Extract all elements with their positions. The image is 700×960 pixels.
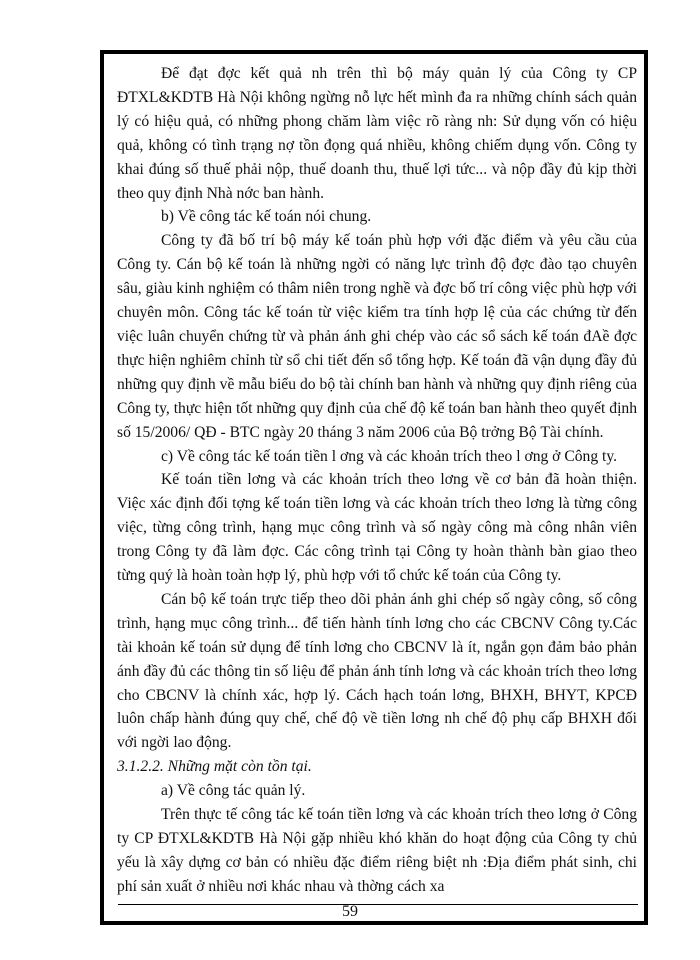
subsection-c-heading: c) Về công tác kế toán tiền l ơng và các khoản trích theo l ơng ở Công ty.	[161, 447, 618, 465]
paragraph-difficulties: Trên thực tế công tác kế toán tiền lơng và các khoản trích theo lơng ở Công ty CP ĐTXL&KDTB Hà Nội gặp nhiều khó khăn do hoạt động của Công ty chủ yếu là xây dựng cơ bản có nhiều đặc điểm riêng biệt nh :Địa điểm phát sinh, chi phí sản xuất ở nhiều nơi khác nhau và thờng cách xa	[117, 806, 637, 895]
document-body	[117, 62, 637, 899]
section-heading-shortcomings: 3.1.2.2. Những mặt còn tồn tại.	[117, 758, 312, 776]
paragraph-achievements: Để đạt đợc kết quả nh trên thì bộ máy quản lý của Công ty CP ĐTXL&KDTB Hà Nội không ngừng nỗ lực hết mình đa ra những chính sách quản lý có hiệu quả, có những phong chăm làm việc rõ ràng nh: Sử dụng vốn có hiệu quả, không có tình trạng nợ tồn đọng quá nhiều, không chiếm dụng vốn. Công ty khai đúng số thuế phải nộp, thuế doanh thu, thuế lợi tức... và nộp đầy đủ kịp thời theo quy định Nhà nớc ban hành.	[117, 65, 637, 202]
paragraph-accounting-general: Công ty đã bố trí bộ máy kế toán phù hợp với đặc điểm và yêu cầu của Công ty. Cán bộ kế toán là những ngời có năng lực trình độ đợc đào tạo chuyên sâu, giàu kinh nghiệm có thâm niên trong nghề và đợc bố trí công việc phù hợp với chuyên môn. Công tác kế toán từ việc kiểm tra tính hợp lệ của các chứng từ đến việc luân chuyển chứng từ và phản ánh ghi chép vào các sổ sách kế toán đAề đợc thực hiện nghiêm chỉnh từ sổ chi tiết đến sổ tổng hợp. Kế toán đã vận dụng đầy đủ những quy định về mẫu biểu do bộ tài chính ban hành và những quy định riêng của Công ty, thực hiện tốt những quy định của chế độ kế toán ban hành theo quyết định số 15/2006/ QĐ - BTC ngày 20 tháng 3 năm 2006 của Bộ trởng Bộ Tài chính.	[117, 232, 637, 441]
subsection-a-heading: a) Về công tác quản lý.	[161, 782, 306, 800]
subsection-b-heading: b) Về công tác kế toán nói chung.	[161, 208, 372, 226]
paragraph-accountant-duties: Cán bộ kế toán trực tiếp theo dõi phản ánh ghi chép số ngày công, số công trình, hạng mục công trình... để tiến hành tính lơng cho các CBCNV Công ty.Các tài khoản kế toán sử dụng để tính lơng cho CBCNV là ít, ngắn gọn đảm bảo phản ánh đầy đủ các thông tin số liệu để phản ánh tính lơng và các khoản trích theo lơng cho CBCNV là chính xác, hợp lý. Cách hạch toán lơng, BHXH, BHYT, KPCĐ luôn chấp hành đúng quy chế, chế độ về tiền lơng nh chế độ phụ cấp BHXH đối với ngời lao động.	[117, 590, 637, 752]
paragraph-salary-accounting: Kế toán tiền lơng và các khoản trích theo lơng về cơ bản đã hoàn thiện. Việc xác định đối tợng kế toán tiền lơng và các khoản trích theo lơng là từng công việc, từng công trình, hạng mục công trình và số ngày công mà công nhân viên trong Công ty đã làm đợc. Các công trình tại Công ty hoàn thành bàn giao theo từng quý là hoàn toàn hợp lý, phù hợp với tổ chức kế toán của Công ty.	[117, 471, 637, 585]
page-number: 59	[342, 903, 358, 920]
